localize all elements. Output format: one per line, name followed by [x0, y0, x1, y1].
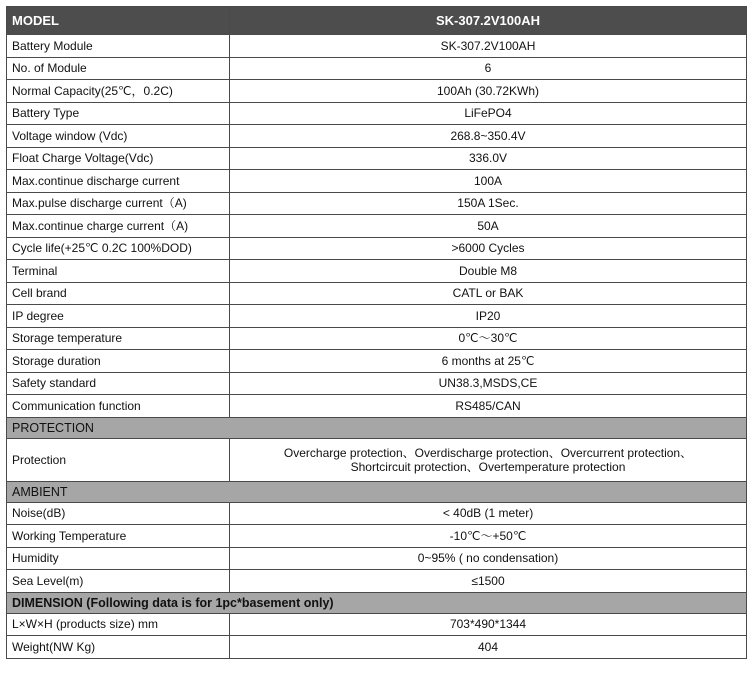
table-row — [7, 570, 747, 593]
table-row — [7, 395, 747, 418]
row-label: Working Temperature — [7, 525, 230, 548]
row-label: Float Charge Voltage(Vdc) — [7, 147, 230, 170]
table-row — [7, 215, 747, 238]
row-value: ≤1500 — [230, 570, 747, 593]
table-row — [7, 327, 747, 350]
row-value: 100Ah (30.72KWh) — [230, 80, 747, 103]
row-value: 50A — [230, 215, 747, 238]
table-row — [7, 305, 747, 328]
row-value: >6000 Cycles — [230, 237, 747, 260]
row-value: 150A 1Sec. — [230, 192, 747, 215]
row-value: 703*490*1344 — [230, 613, 747, 636]
row-label: Terminal — [7, 260, 230, 283]
table-row — [7, 547, 747, 570]
section-dimension — [7, 592, 747, 613]
row-label: L×W×H (products size) mm — [7, 613, 230, 636]
row-label: Cycle life(+25℃ 0.2C 100%DOD) — [7, 237, 230, 260]
row-label: Max.pulse discharge current（A) — [7, 192, 230, 215]
row-label: Protection — [7, 438, 230, 481]
table-row — [7, 147, 747, 170]
row-label: Normal Capacity(25℃，0.2C) — [7, 80, 230, 103]
row-label: Communication function — [7, 395, 230, 418]
table-row — [7, 192, 747, 215]
row-label: Sea Level(m) — [7, 570, 230, 593]
section-protection — [7, 417, 747, 438]
table-row — [7, 80, 747, 103]
row-value: 0~95% ( no condensation) — [230, 547, 747, 570]
row-value: LiFePO4 — [230, 102, 747, 125]
section-title: DIMENSION (Following data is for 1pc*basement only) — [7, 592, 747, 613]
table-row — [7, 282, 747, 305]
table-row — [7, 372, 747, 395]
row-label: Noise(dB) — [7, 502, 230, 525]
row-label: Safety standard — [7, 372, 230, 395]
row-value: 0℃～30℃ — [230, 327, 747, 350]
table-row — [7, 260, 747, 283]
protection-line-1: Overcharge protection、Overdischarge protection、Overcurrent protection、 — [283, 445, 693, 460]
protection-value — [230, 438, 747, 481]
row-value: -10℃～+50℃ — [230, 525, 747, 548]
table-row — [7, 237, 747, 260]
row-label: Weight(NW Kg) — [7, 636, 230, 659]
row-label: IP degree — [7, 305, 230, 328]
row-value: 336.0V — [230, 147, 747, 170]
row-label: Battery Module — [7, 35, 230, 58]
row-value: IP20 — [230, 305, 747, 328]
row-value: 100A — [230, 170, 747, 193]
row-value: < 40dB (1 meter) — [230, 502, 747, 525]
protection-line-2: Shortcircuit protection、Overtemperature protection — [350, 459, 626, 474]
table-row — [7, 502, 747, 525]
table-row — [7, 170, 747, 193]
header-row — [7, 7, 747, 35]
row-value: UN38.3,MSDS,CE — [230, 372, 747, 395]
table-row — [7, 102, 747, 125]
header-label: MODEL — [7, 7, 230, 35]
row-label: Humidity — [7, 547, 230, 570]
spec-sheet — [6, 6, 746, 659]
row-label: No. of Module — [7, 57, 230, 80]
table-row — [7, 525, 747, 548]
table-row — [7, 636, 747, 659]
row-label: Max.continue charge current（A) — [7, 215, 230, 238]
table-row — [7, 57, 747, 80]
row-value: SK-307.2V100AH — [230, 35, 747, 58]
table-row — [7, 35, 747, 58]
table-row — [7, 613, 747, 636]
row-value: RS485/CAN — [230, 395, 747, 418]
row-label: Voltage window (Vdc) — [7, 125, 230, 148]
section-ambient — [7, 481, 747, 502]
section-title: PROTECTION — [7, 417, 747, 438]
row-label: Storage temperature — [7, 327, 230, 350]
spec-table — [6, 6, 747, 659]
row-value: 6 — [230, 57, 747, 80]
table-row — [7, 350, 747, 373]
row-value: 268.8~350.4V — [230, 125, 747, 148]
row-value: CATL or BAK — [230, 282, 747, 305]
section-title: AMBIENT — [7, 481, 747, 502]
table-row — [7, 125, 747, 148]
row-label: Max.continue discharge current — [7, 170, 230, 193]
row-label: Storage duration — [7, 350, 230, 373]
row-label: Battery Type — [7, 102, 230, 125]
header-value: SK-307.2V100AH — [230, 7, 747, 35]
table-row — [7, 438, 747, 481]
row-value: 404 — [230, 636, 747, 659]
row-value: Double M8 — [230, 260, 747, 283]
row-value: 6 months at 25℃ — [230, 350, 747, 373]
row-label: Cell brand — [7, 282, 230, 305]
